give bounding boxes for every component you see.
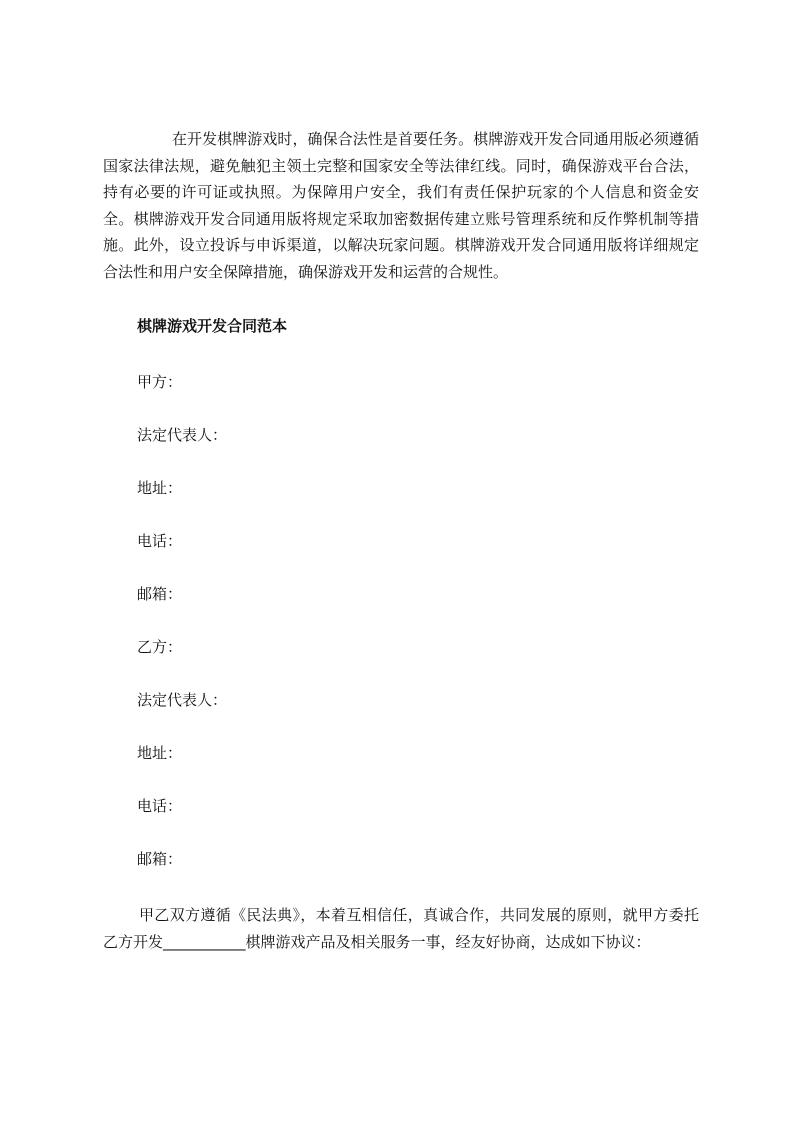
party-a-address-label: 地址： [137, 479, 183, 497]
party-a-email-label: 邮箱： [137, 585, 183, 603]
intro-paragraph: 在开发棋牌游戏时，确保合法性是首要任务。棋牌游戏开发合同通用版必须遵循国家法律法规，避免触犯主领土完整和国家安全等法律红线。同时，确保游戏平台合法，持有必要的许可证或执照。为保障用户安全，我们有责任保护玩家的个人信息和资金安全。棋牌游戏开发合同通用版将规定采取加密数据传建立账号管理系统和反作弊机制等措施。此外，设立投诉与申诉渠道，以解决玩家问题。棋牌游戏开发合同通用版将详细规定合法性和用户安全保障措施，确保游戏开发和运营的合规性。 [103, 130, 699, 281]
party-a-phone-label: 电话： [137, 532, 183, 550]
party-b-rep-label: 法定代表人： [137, 691, 228, 709]
party-a-label: 甲方： [137, 373, 183, 391]
agreement-preamble: 甲乙双方遵循《民法典》，本着互相信任，真诚合作，共同发展的原则，就甲方委托乙方开发___________棋牌游戏产品及相关服务一事，经友好协商，达成如下协议： [103, 906, 699, 951]
contract-title: 棋牌游戏开发合同范本 [137, 317, 288, 335]
party-b-phone-label: 电话： [137, 797, 183, 815]
party-b-label: 乙方： [137, 638, 183, 656]
party-b-email-label: 邮箱： [137, 850, 183, 868]
party-a-rep-label: 法定代表人： [137, 426, 228, 444]
party-b-address-label: 地址： [137, 744, 183, 762]
